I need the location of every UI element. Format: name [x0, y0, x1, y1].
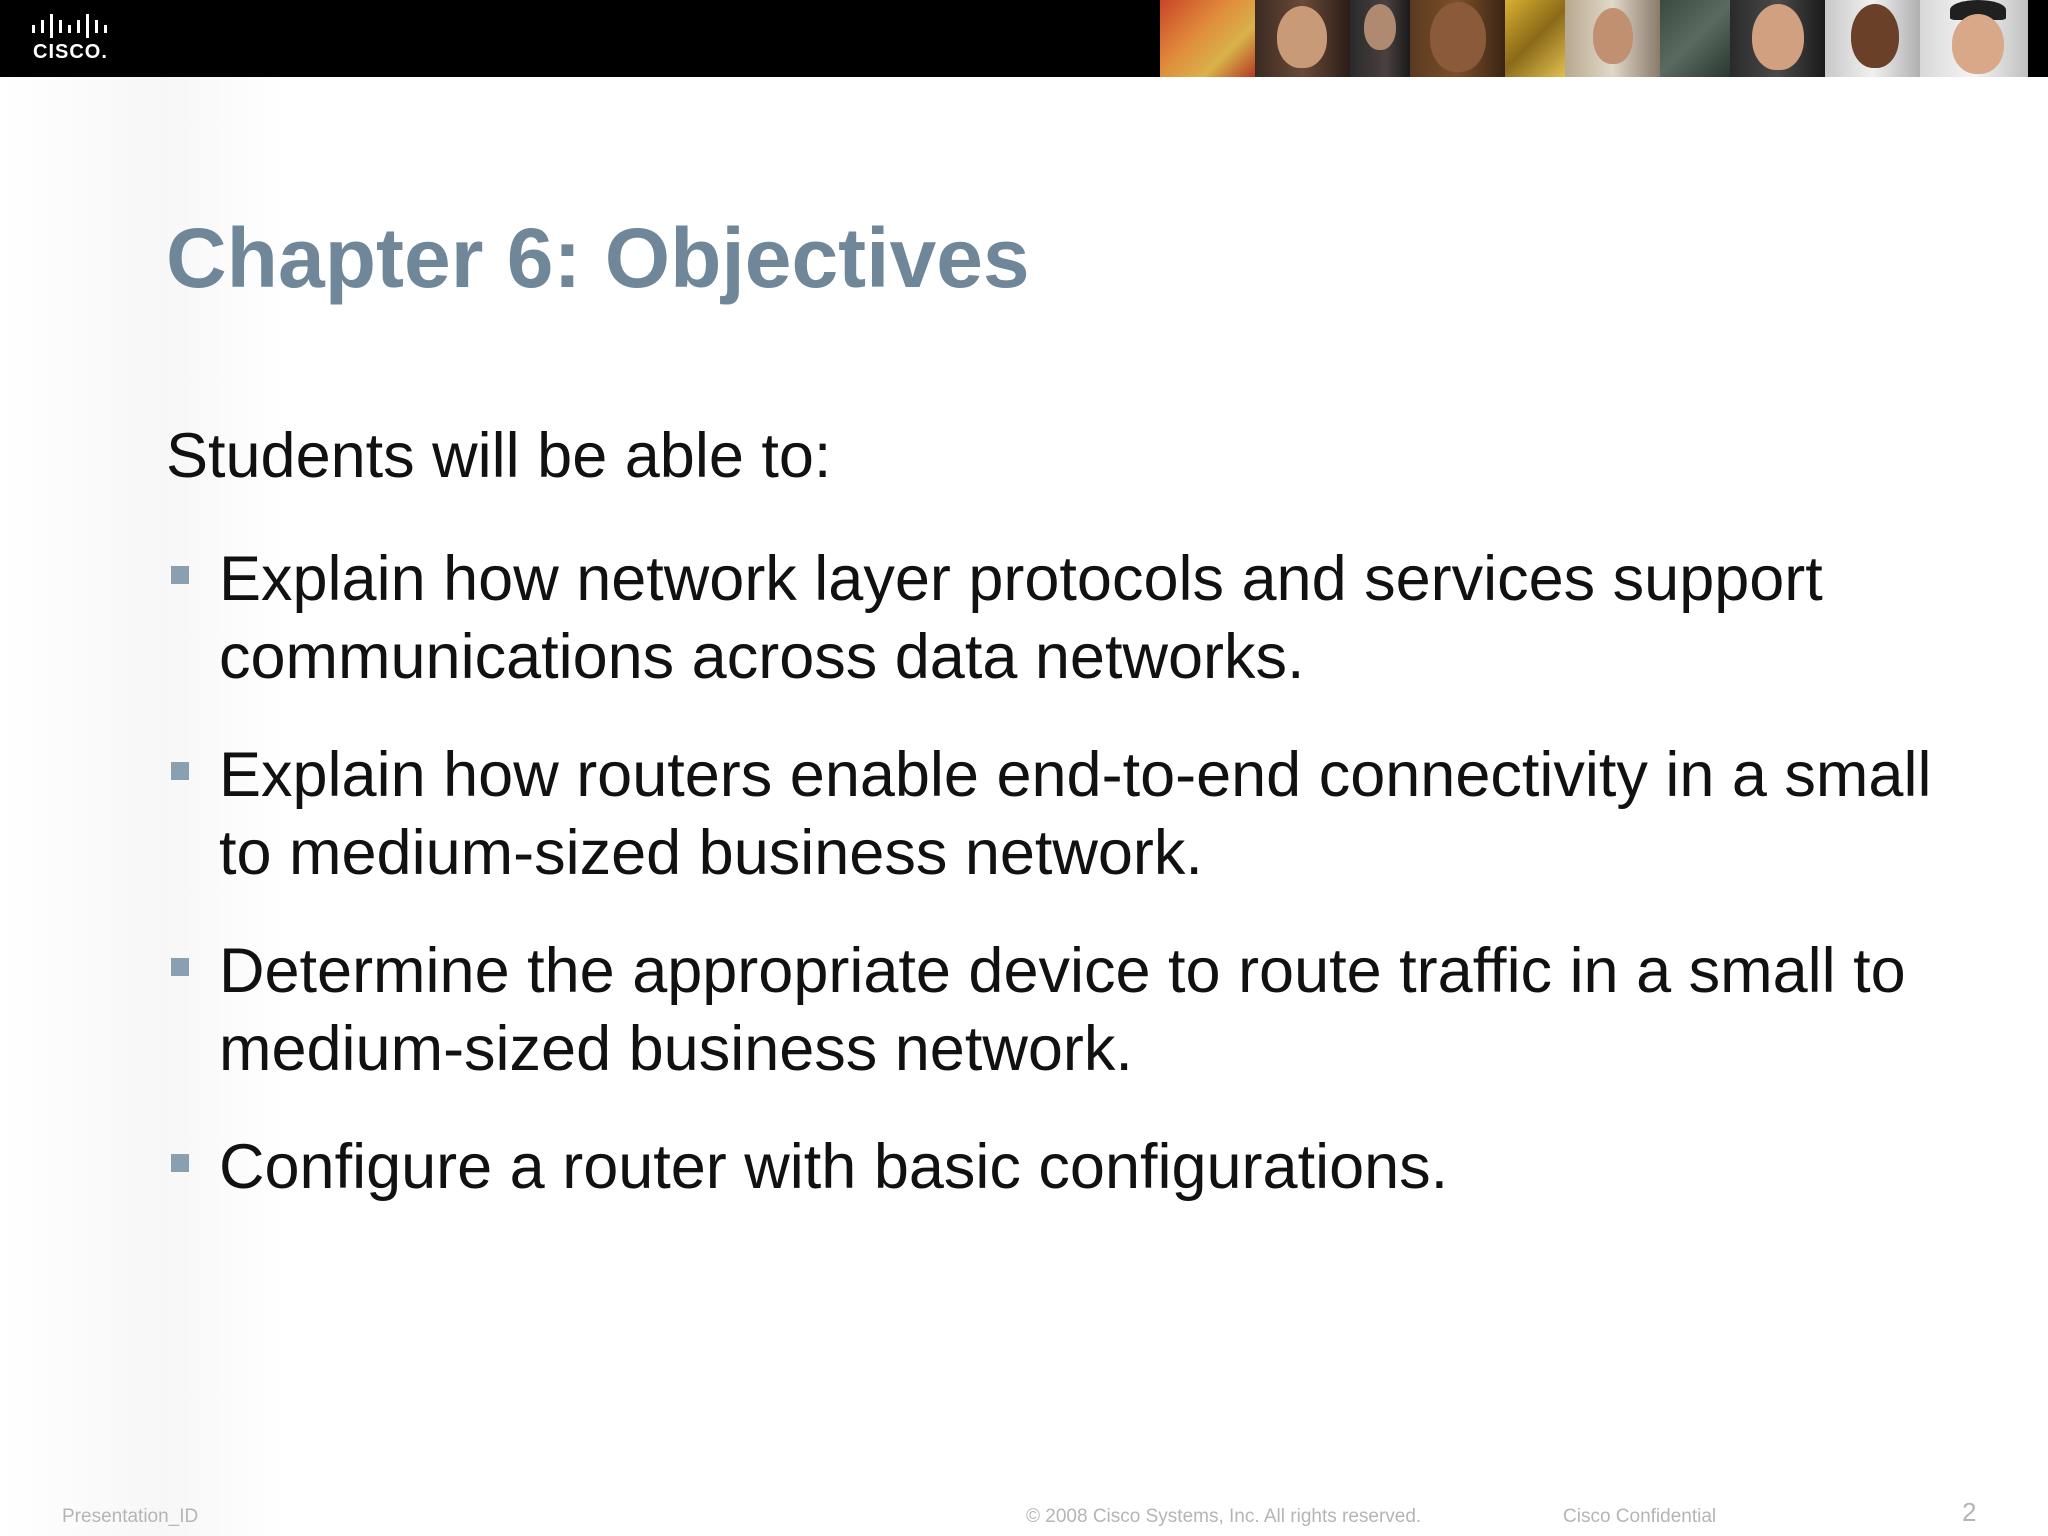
photo-smiling-man — [1825, 0, 1920, 77]
objectives-list — [166, 540, 1966, 1246]
header-photo-strip — [1160, 0, 2048, 77]
objective-item — [166, 736, 1966, 892]
objective-item — [166, 932, 1966, 1088]
photo-young-woman — [1730, 0, 1825, 77]
footer-confidential: Cisco Confidential — [1563, 1506, 1717, 1527]
objective-text: Explain how network layer protocols and services support communications across data networks. — [219, 544, 1823, 692]
cisco-logo — [30, 14, 120, 64]
slide-intro: Students will be able to: — [166, 421, 832, 491]
square-bullet-icon — [171, 762, 189, 780]
objective-item — [166, 540, 1966, 696]
photo-abstract-art — [1160, 0, 1255, 77]
objective-item — [166, 1128, 1966, 1206]
photo-woman — [1255, 0, 1350, 77]
objective-text: Configure a router with basic configurations. — [219, 1132, 1449, 1202]
cisco-logo-text: CISCO. — [33, 41, 108, 63]
photo-chalkboard — [1660, 0, 1730, 77]
objective-text: Determine the appropriate device to route traffic in a small to medium-sized business network. — [219, 936, 1906, 1084]
header-bar — [0, 0, 2048, 77]
cisco-bars-icon — [32, 14, 118, 40]
square-bullet-icon — [171, 1154, 189, 1172]
photo-young-man — [1410, 0, 1505, 77]
objective-text: Explain how routers enable end-to-end connectivity in a small to medium-sized business network. — [219, 740, 1932, 888]
photo-man-with-cap — [1920, 0, 2028, 77]
photo-woman-headscarf — [1565, 0, 1660, 77]
square-bullet-icon — [171, 958, 189, 976]
square-bullet-icon — [171, 566, 189, 584]
page-number: 2 — [1962, 1497, 1977, 1527]
photo-yellow-pattern — [1505, 0, 1565, 77]
photo-man-thinking — [1350, 0, 1410, 77]
slide-title: Chapter 6: Objectives — [166, 211, 1030, 305]
footer-presentation-id: Presentation_ID — [62, 1506, 199, 1527]
footer-copyright: © 2008 Cisco Systems, Inc. All rights reserved. — [1026, 1506, 1422, 1527]
